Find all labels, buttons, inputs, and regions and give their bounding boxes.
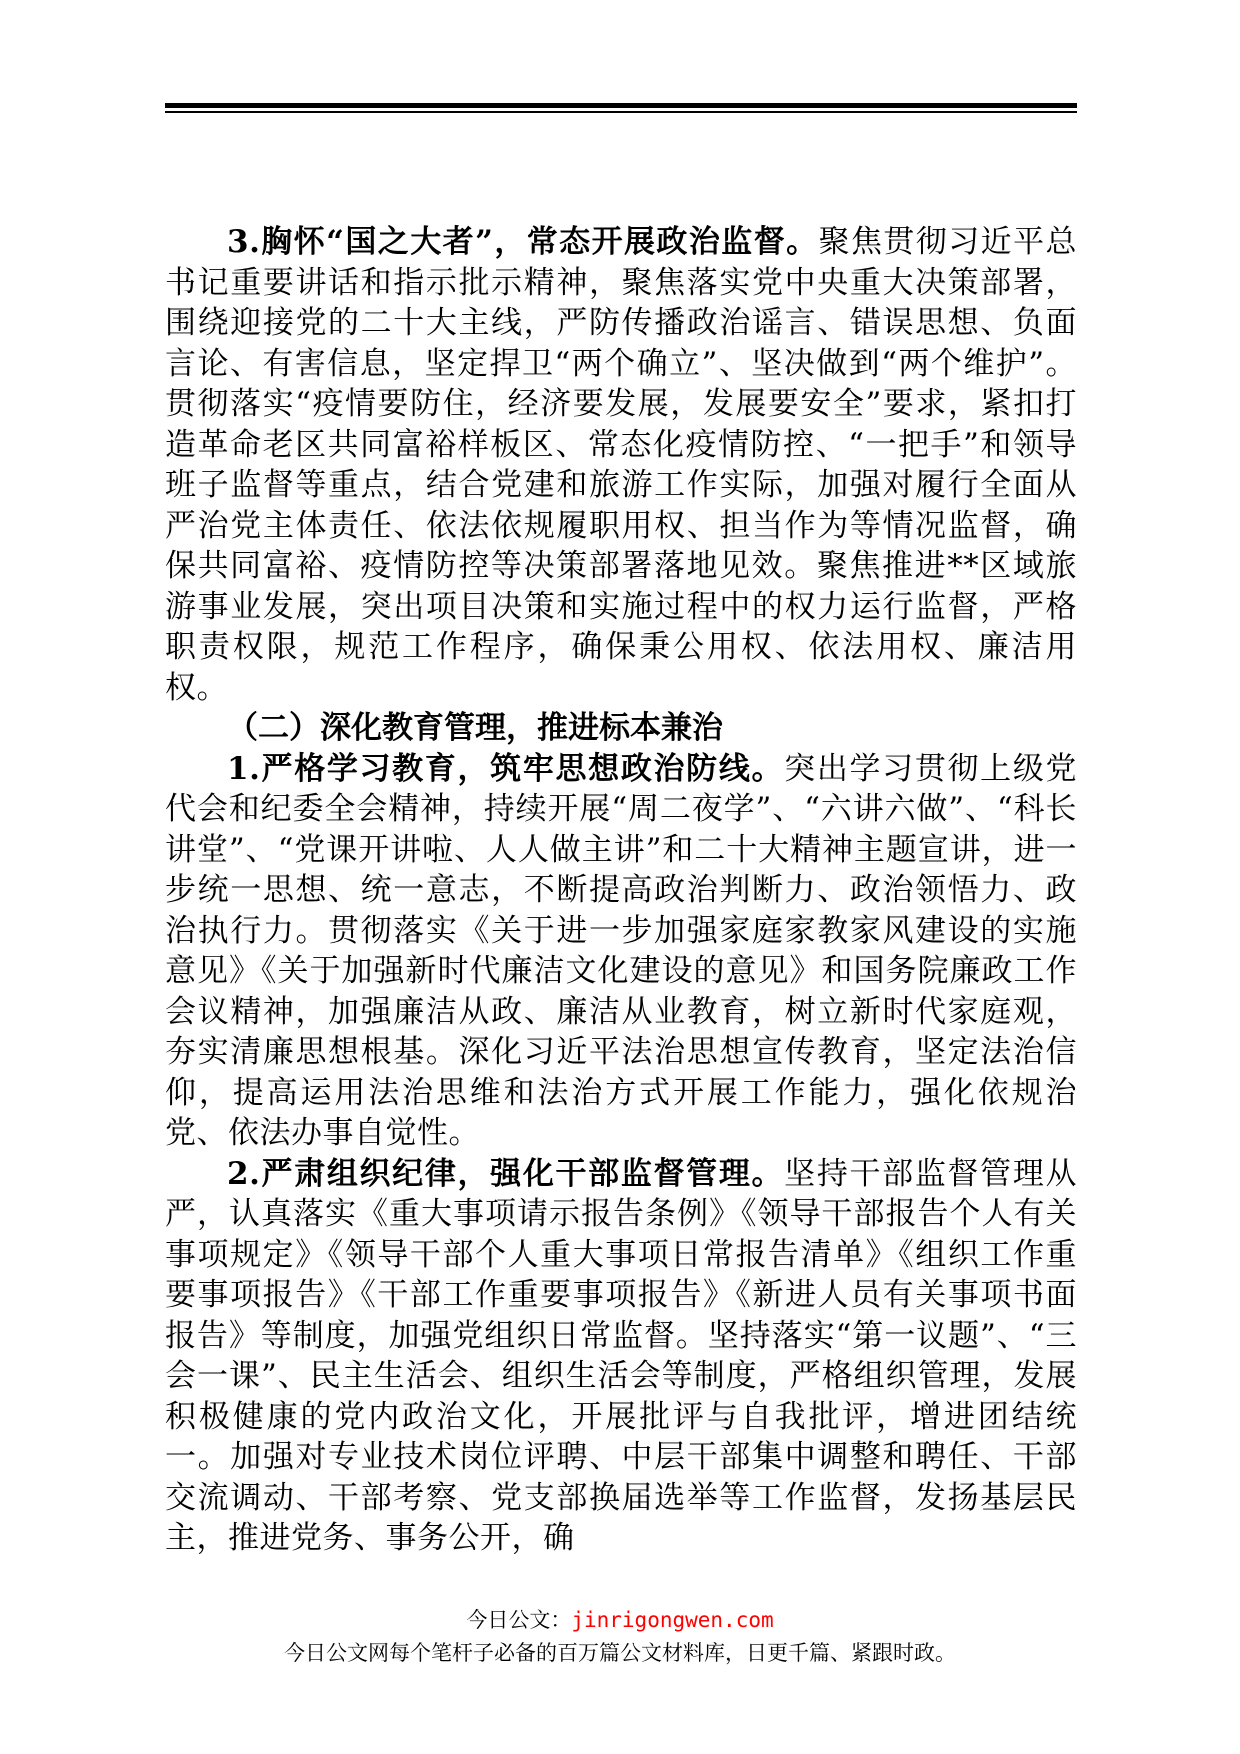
section-heading: （二）深化教育管理，推进标本兼治 xyxy=(227,710,723,746)
paragraph-text: 突出学习贯彻上级党代会和纪委全会精神，持续开展“周二夜学”、“六讲六做”、“科长讲堂”、“党课开讲啦、人人做主讲”和二十大精神主题宣讲，进一步统一思想、统一意志，不断提高政治判断力、政治领悟力、政治执行力。贯彻落实《关于进一步加强家庭家教家风建设的实施意见》《关于加强新时代廉洁文化建设的意见》和国务院廉政工作会议精神，加强廉洁从政、廉洁从业教育，树立新时代家庭观，夯实清廉思想根基。深化习近平法治思想宣传教育，坚定法治信仰，提高运用法治思维和法治方式开展工作能力，强化依规治党、依法办事自觉性。 xyxy=(165,750,1077,1151)
header-rule-thin xyxy=(165,111,1077,113)
footer-site xyxy=(0,1604,1240,1634)
paragraph-lead: 1.严格学习教育，筑牢思想政治防线。 xyxy=(227,750,785,787)
paragraph-lead: 2.严肃组织纪律，强化干部监督管理。 xyxy=(227,1155,785,1192)
footer-slogan: 今日公文网每个笔杆子必备的百万篇公文材料库，日更千篇、紧跟时政。 xyxy=(284,1641,956,1665)
paragraph-text: 聚焦贯彻习近平总书记重要讲话和指示批示精神，聚焦落实党中央重大决策部署，围绕迎接党的二十大主线，严防传播政治谣言、错误思想、负面言论、有害信息，坚定捍卫“两个确立”、坚决做到“两个维护”。贯彻落实“疫情要防住，经济要发展，发展要安全”要求，紧扣打造革命老区共同富裕样板区、常态化疫情防控、“一把手”和领导班子监督等重点，结合党建和旅游工作实际，加强对履行全面从严治党主体责任、依法依规履职用权、担当作为等情况监督，确保共同富裕、疫情防控等决策部署落地见效。聚焦推进**区域旅游事业发展，突出项目决策和实施过程中的权力运行监督，严格职责权限，规范工作程序，确保秉公用权、依法用权、廉洁用权。 xyxy=(165,224,1077,706)
paragraph-political-supervision xyxy=(165,222,1077,708)
document-body xyxy=(165,222,1077,1559)
footer-site-link[interactable]: jinrigongwen.com xyxy=(571,1608,774,1632)
paragraph-text: 坚持干部监督管理从严，认真落实《重大事项请示报告条例》《领导干部报告个人有关事项规定》《领导干部个人重大事项日常报告清单》《组织工作重要事项报告》《干部工作重要事项报告》《新进人员有关事项书面报告》等制度，加强党组织日常监督。坚持落实“第一议题”、“三会一课”、民主生活会、组织生活会等制度，严格组织管理，发展积极健康的党内政治文化，开展批评与自我批评，增进团结统一。加强对专业技术岗位评聘、中层干部集中调整和聘任、干部交流调动、干部考察、党支部换届选举等工作监督，发扬基层民主，推进党务、事务公开，确 xyxy=(165,1155,1077,1556)
paragraph-lead: 3.胸怀“国之大者”，常态开展政治监督。 xyxy=(227,224,819,260)
paragraph-organizational-discipline xyxy=(165,1154,1077,1559)
header-rule-thick xyxy=(165,103,1077,108)
footer-site-label: 今日公文： xyxy=(466,1608,572,1632)
paragraph-study-education xyxy=(165,749,1077,1154)
